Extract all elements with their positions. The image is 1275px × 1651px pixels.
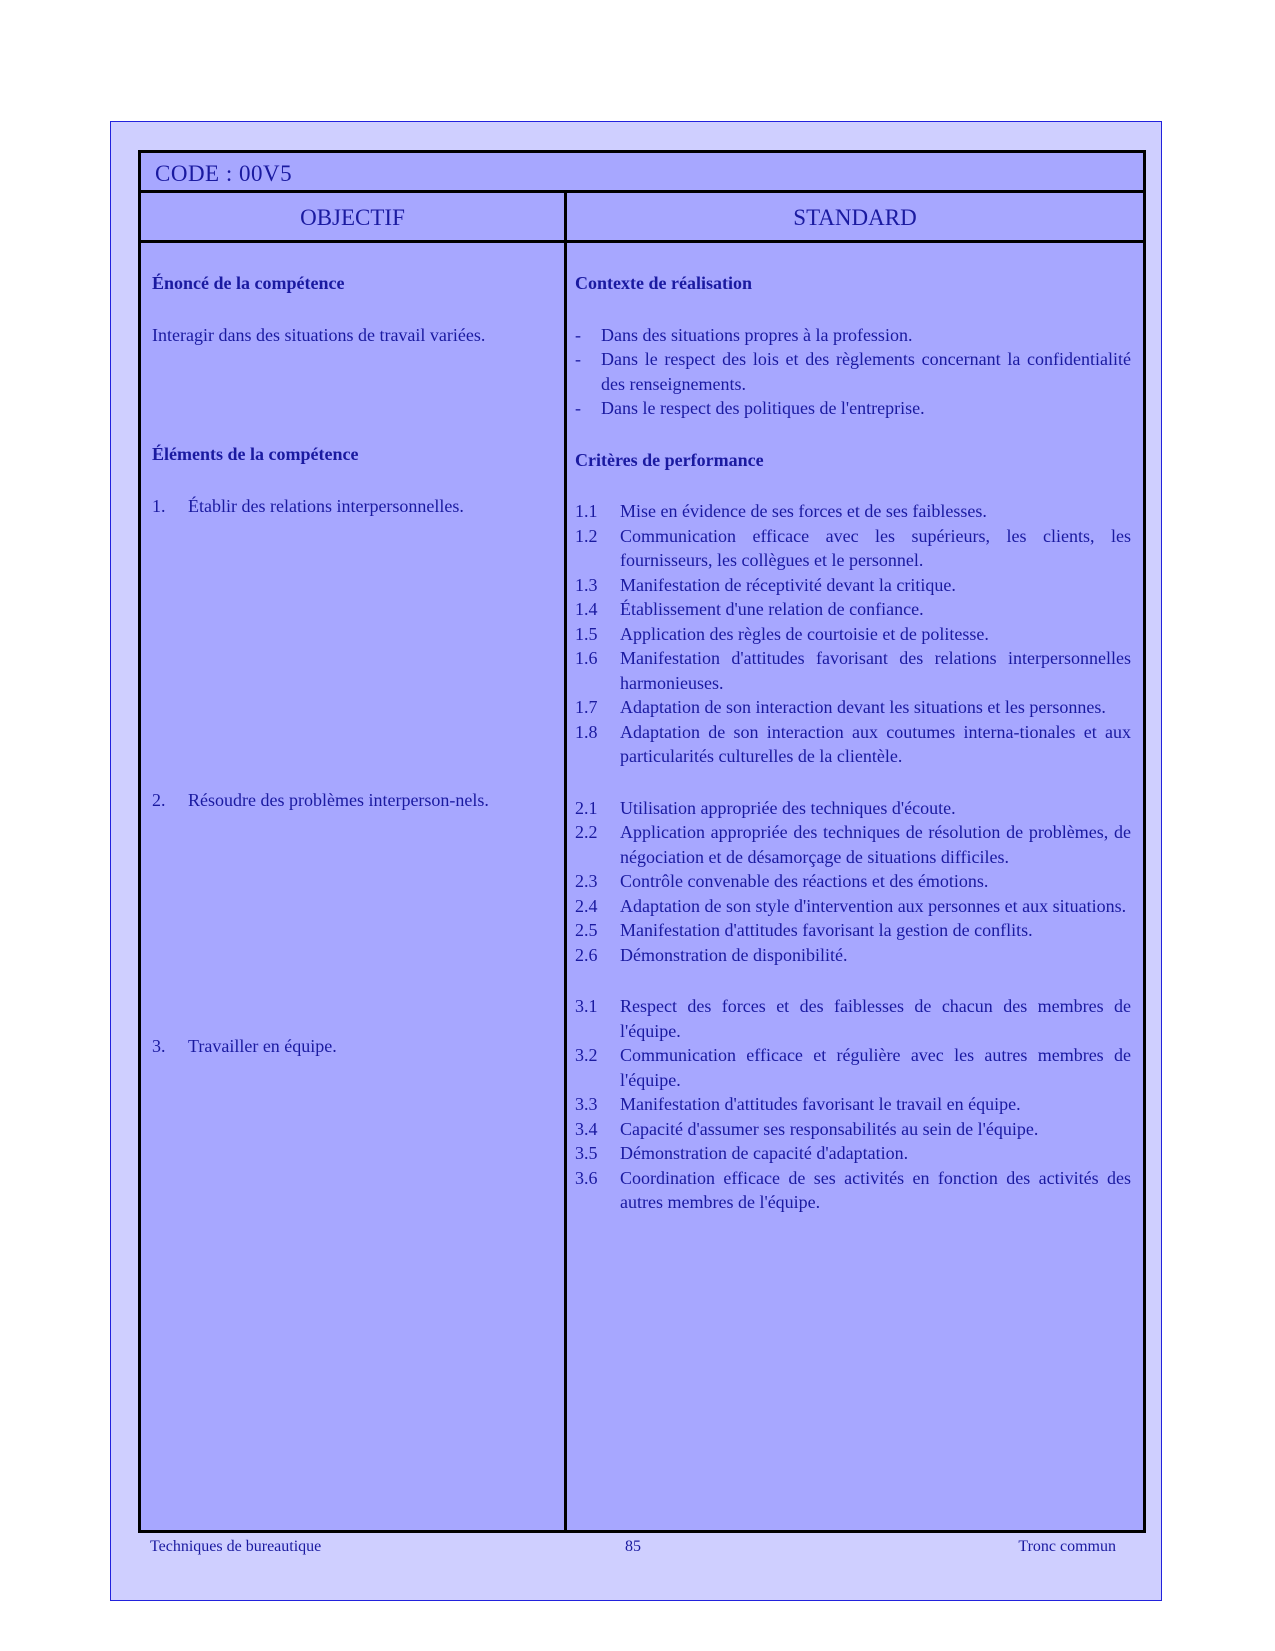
objective-column — [152, 271, 547, 1058]
context-item: - Dans des situations propres à la profession. — [575, 324, 913, 345]
criteria-group-1 — [575, 499, 1131, 769]
enonce-title: Énoncé de la compétence — [152, 273, 345, 293]
criterion-item: 2.4 Adaptation de son style d'intervention aux personnes et aux situations. — [575, 895, 1127, 916]
criterion-item: 2.2 Application appropriée des techniques de résolution de problèmes, de négociation et de désamorçage de situations difficiles. — [575, 822, 1131, 867]
criterion-item: 1.6 Manifestation d'attitudes favorisant des relations interpersonnelles harmonieuses. — [575, 648, 1131, 693]
criteres-title: Critères de performance — [575, 449, 764, 470]
context-item: - Dans le respect des lois et des règlements concernant la confidentialité des renseignements. — [575, 349, 1131, 394]
criteria-group-2 — [575, 796, 1131, 968]
objective-header: OBJECTIF — [300, 205, 405, 230]
standard-header: STANDARD — [793, 205, 917, 230]
elements-title: Éléments de la compétence — [152, 444, 359, 464]
enonce-text: Interagir dans des situations de travail variées. — [152, 324, 486, 345]
context-item: - Dans le respect des politiques de l'entreprise. — [575, 398, 925, 418]
criterion-item: 1.1 Mise en évidence de ses forces et de ses faiblesses. — [575, 501, 987, 521]
criterion-item: 1.7 Adaptation de son interaction devant les situations et les personnes. — [575, 697, 1106, 717]
footer-program: Techniques de bureautique — [150, 1538, 322, 1555]
criterion-item: 1.4 Établissement d'une relation de confiance. — [575, 599, 924, 619]
criterion-item: 2.6 Démonstration de disponibilité. — [575, 944, 848, 965]
criterion-item: 3.5 Démonstration de capacité d'adaptation. — [575, 1143, 909, 1163]
element-item: 1. Établir des relations interpersonnelles. — [152, 495, 464, 516]
criterion-item: 3.3 Manifestation d'attitudes favorisant le travail en équipe. — [575, 1094, 1021, 1114]
criterion-item: 1.5 Application des règles de courtoisie et de politesse. — [575, 623, 989, 644]
element-item: 3. Travailler en équipe. — [152, 1035, 337, 1056]
page-footer — [150, 1538, 1116, 1558]
criterion-item: 3.4 Capacité d'assumer ses responsabilités au sein de l'équipe. — [575, 1118, 1039, 1139]
criterion-item: 3.6 Coordination efficace de ses activités en fonction des activités des autres membres de l'équipe. — [575, 1167, 1131, 1212]
header-row — [141, 193, 1143, 243]
criterion-item: 2.5 Manifestation d'attitudes favorisant la gestion de conflits. — [575, 920, 1033, 940]
footer-section: Tronc commun — [1018, 1538, 1116, 1555]
code-bar — [141, 153, 1143, 193]
criterion-item: 2.3 Contrôle convenable des réactions et des émotions. — [575, 871, 989, 891]
criterion-item: 1.2 Communication efficace avec les supérieurs, les clients, les fournisseurs, les collègues et le personnel. — [575, 525, 1131, 570]
code-label: CODE : 00V5 — [155, 161, 293, 186]
contexte-title: Contexte de réalisation — [575, 273, 752, 293]
standard-column — [575, 271, 1131, 1215]
criterion-item: 3.2 Communication efficace et régulière avec les autres membres de l'équipe. — [575, 1045, 1131, 1090]
criterion-item: 2.1 Utilisation appropriée des techniques d'écoute. — [575, 797, 956, 818]
element-item: 2. Résoudre des problèmes interperson-nels. — [152, 790, 489, 810]
criterion-item: 1.8 Adaptation de son interaction aux coutumes interna-tionales et aux particularités culturelles de la clientèle. — [575, 721, 1131, 766]
page-number: 85 — [625, 1538, 641, 1555]
criteria-group-3 — [575, 994, 1131, 1215]
column-divider — [564, 193, 567, 1530]
criterion-item: 3.1 Respect des forces et des faiblesses de chacun des membres de l'équipe. — [575, 996, 1131, 1041]
criterion-item: 1.3 Manifestation de réceptivité devant la critique. — [575, 574, 956, 595]
